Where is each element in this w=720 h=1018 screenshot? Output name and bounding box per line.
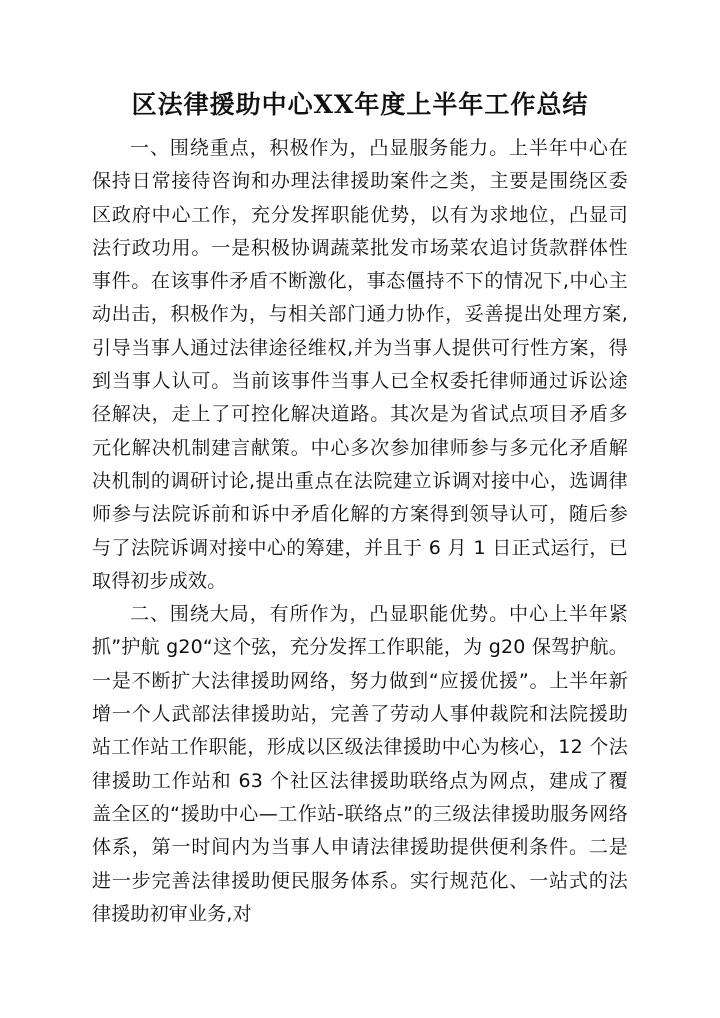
- paragraph-2: 二、围绕大局，有所作为，凸显职能优势。中心上半年紧抓”护航 g20“这个弦，充分发挥工作职能，为 g20 保驾护航。一是不断扩大法律援助网络，努力做到“应援优援”。上半年新增一个人武部法律援助站，完善了劳动人事仲裁院和法院援助站工作站工作职能，形成以区级法律援助中心为核心，12 个法律援助工作站和 63 个社区法律援助联络点为网点，建成了覆盖全区的“援助中心—工作站-联络点”的三级法律援助服务网络体系，第一时间内为当事人申请法律援助提供便利条件。二是进一步完善法律援助便民服务体系。实行规范化、一站式的法律援助初审业务,对: [92, 603, 628, 925]
- paragraph-1: 一、围绕重点，积极作为，凸显服务能力。上半年中心在保持日常接待咨询和办理法律援助案件之类，主要是围绕区委区政府中心工作，充分发挥职能优势，以有为求地位，凸显司法行政功用。一是积极协调蔬菜批发市场菜农追讨货款群体性事件。在该事件矛盾不断激化，事态僵持不下的情况下,中心主动出击，积极作为，与相关部门通力协作，妥善提出处理方案,引导当事人通过法律途径维权,并为当事人提供可行性方案，得到当事人认可。当前该事件当事人已全权委托律师通过诉讼途径解决，走上了可控化解决道路。其次是为省试点项目矛盾多元化解决机制建言献策。中心多次参加律师参与多元化矛盾解决机制的调研讨论,提出重点在法院建立诉调对接中心，选调律师参与法院诉前和诉中矛盾化解的方案得到领导认可，随后参与了法院诉调对接中心的筹建，并且于 6 月 1 日正式运行，已取得初步成效。: [92, 137, 628, 592]
- document-title: 区法律援助中心XX年度上半年工作总结: [131, 90, 589, 119]
